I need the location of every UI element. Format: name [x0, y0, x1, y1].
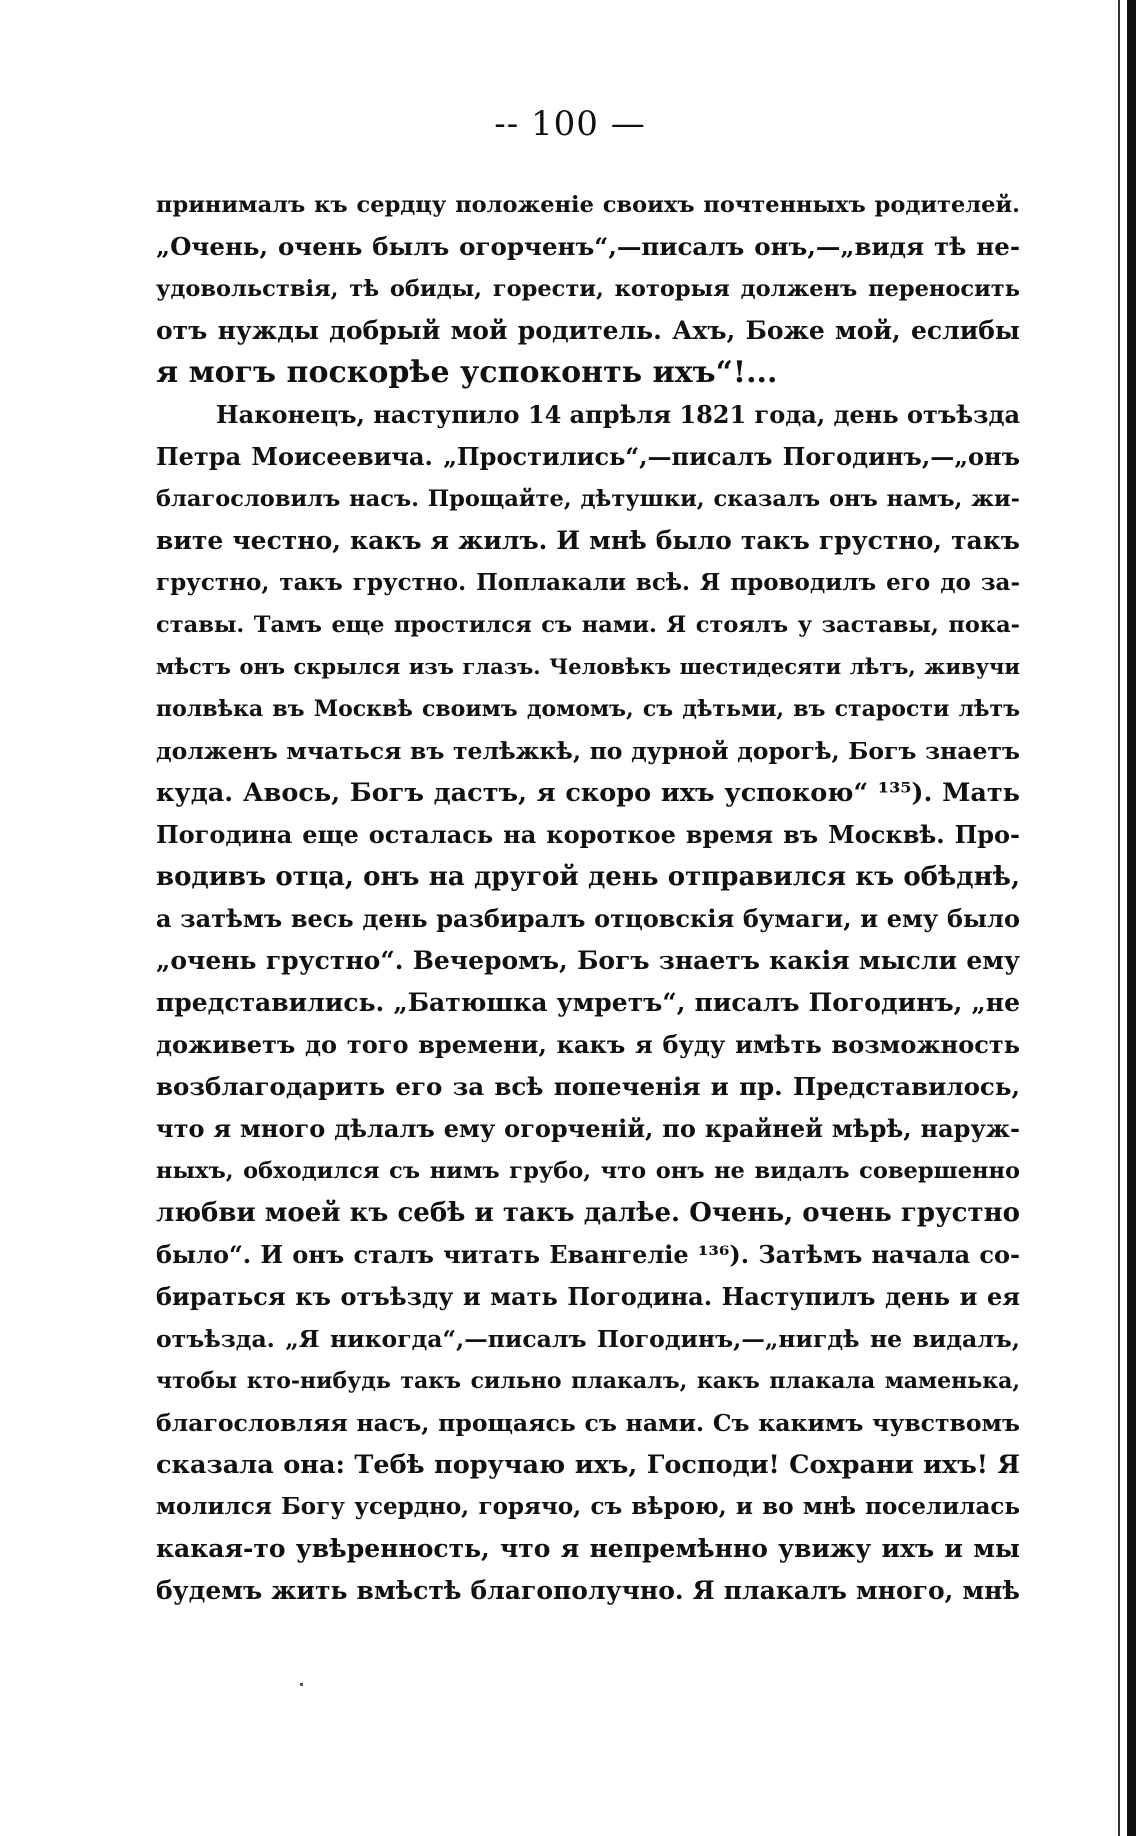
text-line: молился Богу усердно, горячо, съ вѣрою, и во мнѣ поселилась	[156, 1493, 1020, 1520]
text-line: доживетъ до того времени, какъ я буду имѣть возможность	[156, 1030, 1020, 1059]
text-line: ныхъ, обходился съ нимъ грубо, что онъ не видалъ совершенно	[156, 1158, 1020, 1184]
page-number: -- 100 —	[494, 104, 646, 144]
text-line: долженъ мчаться въ телѣжкѣ, по дурной дорогѣ, Богъ знаетъ	[156, 737, 1020, 765]
text-line: что я много дѣлалъ ему огорченій, по крайней мѣрѣ, наруж-	[156, 1114, 1020, 1143]
text-line: какая-то увѣренность, что я непремѣнно увижу ихъ и мы	[156, 1534, 1020, 1563]
text-line: „Очень, очень былъ огорченъ“,—писалъ онъ,—„видя тѣ не-	[156, 232, 1020, 261]
text-line: а затѣмъ весь день разбиралъ отцовскія бумаги, и ему было	[156, 904, 1020, 933]
text-line: чтобы кто-нибудь такъ сильно плакалъ, какъ плакала маменька,	[156, 1368, 1020, 1394]
text-line: возблагодарить его за всѣ попеченія и пр. Представилось,	[156, 1072, 1020, 1101]
text-line: „очень грустно“. Вечеромъ, Богъ знаетъ какія мысли ему	[156, 946, 1020, 975]
body-text	[156, 184, 1020, 1612]
text-line: грустно, такъ грустно. Поплакали всѣ. Я проводилъ его до за-	[156, 569, 1020, 596]
text-line: будемъ жить вмѣстѣ благополучно. Я плакалъ много, мнѣ	[156, 1576, 1020, 1605]
text-line: благословляя насъ, прощаясь съ нами. Съ какимъ чувствомъ	[156, 1409, 1020, 1437]
print-speck	[300, 1683, 303, 1686]
page-edge-line	[1118, 0, 1120, 1836]
text-line: бираться къ отъѣзду и мать Погодина. Наступилъ день и ея	[156, 1282, 1020, 1311]
text-line: благословилъ насъ. Прощайте, дѣтушки, сказалъ онъ намъ, жи-	[156, 486, 1020, 512]
text-line: ставы. Тамъ еще простился съ нами. Я стоялъ у заставы, пока-	[156, 612, 1020, 638]
text-line: удовольствія, тѣ обиды, горести, которыя долженъ переносить	[156, 276, 1020, 302]
text-line: водивъ отца, онъ на другой день отправился къ обѣднѣ,	[156, 862, 1020, 892]
text-line: Погодина еще осталась на короткое время въ Москвѣ. Про-	[156, 820, 1020, 849]
text-line: отъ нужды добрый мой родитель. Ахъ, Боже мой, еслибы	[156, 316, 1020, 345]
text-line: сказала она: Тебѣ поручаю ихъ, Господи! Сохрани ихъ! Я	[156, 1450, 1020, 1480]
page-edge-shadow	[1127, 0, 1136, 1836]
text-line: отъѣзда. „Я никогда“,—писалъ Погодинъ,—„нигдѣ не видалъ,	[156, 1325, 1020, 1353]
text-line: любви моей къ себѣ и такъ далѣе. Очень, очень грустно	[156, 1198, 1020, 1228]
text-line: было“. И онъ сталъ читать Евангеліе ¹³⁶). Затѣмъ начала со-	[156, 1240, 1020, 1269]
text-line: куда. Авось, Богъ дастъ, я скоро ихъ успокою“ ¹³⁵). Мать	[156, 778, 1020, 808]
text-line: мѣстъ онъ скрылся изъ глазъ. Человѣкъ шестидесяти лѣтъ, живучи	[156, 654, 1020, 679]
text-line: Петра Моисеевича. „Простились“,—писалъ Погодинъ,—„онъ	[156, 442, 1020, 471]
text-line: принималъ къ сердцу положеніе своихъ почтенныхъ родителей.	[156, 192, 1020, 218]
text-line: Наконецъ, наступило 14 апрѣля 1821 года, день отъѣзда	[216, 400, 1020, 429]
text-line: вите честно, какъ я жилъ. И мнѣ было такъ грустно, такъ	[156, 526, 1020, 555]
text-line: полвѣка въ Москвѣ своимъ домомъ, съ дѣтьми, въ старости лѣтъ	[156, 696, 1020, 722]
text-line: я могъ поскорѣе успоконть ихъ“!...	[156, 355, 778, 390]
text-line: представились. „Батюшка умретъ“, писалъ Погодинъ, „не	[156, 988, 1020, 1017]
